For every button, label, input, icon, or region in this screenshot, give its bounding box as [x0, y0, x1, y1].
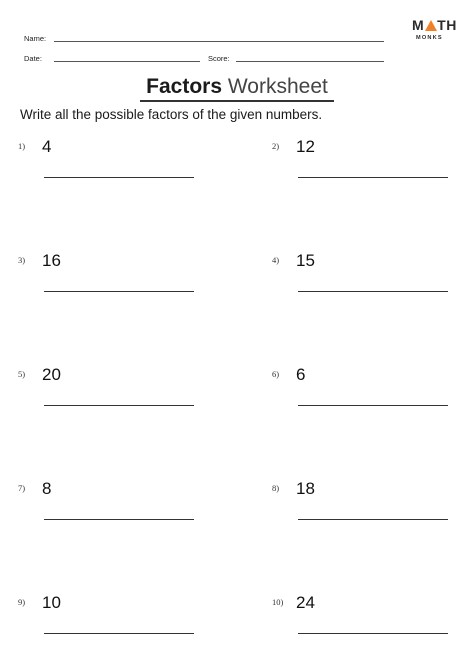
problem-number: 9) — [18, 597, 26, 607]
problem-2 — [272, 137, 452, 197]
page-title — [0, 75, 474, 99]
name-field[interactable] — [54, 41, 384, 42]
problem-value: 15 — [296, 251, 315, 270]
title-worksheet: Worksheet — [227, 75, 328, 98]
problem-number: 6) — [272, 369, 280, 379]
answer-line[interactable] — [298, 519, 448, 520]
logo-triangle-icon — [425, 20, 437, 31]
answer-line[interactable] — [44, 405, 194, 406]
problem-value: 12 — [296, 137, 315, 156]
problem-1 — [18, 137, 198, 197]
problem-10 — [272, 593, 452, 653]
score-label: Score: — [208, 54, 230, 63]
problem-number: 3) — [18, 255, 26, 265]
problem-number: 8) — [272, 483, 280, 493]
problem-value: 6 — [296, 365, 306, 384]
title-factors: Factors — [146, 75, 222, 98]
problem-value: 10 — [42, 593, 61, 612]
problem-value: 8 — [42, 479, 52, 498]
answer-line[interactable] — [44, 633, 194, 634]
problem-value: 20 — [42, 365, 61, 384]
problem-value: 24 — [296, 593, 315, 612]
problem-value: 16 — [42, 251, 61, 270]
problem-number: 5) — [18, 369, 26, 379]
name-label: Name: — [24, 34, 47, 43]
answer-line[interactable] — [298, 177, 448, 178]
instructions: Write all the possible factors of the given numbers. — [20, 107, 323, 122]
math-monks-logo — [412, 17, 462, 47]
answer-line[interactable] — [298, 405, 448, 406]
date-field[interactable] — [54, 61, 200, 62]
problem-number: 4) — [272, 255, 280, 265]
logo-subtitle: MONKS — [416, 35, 443, 41]
answer-line[interactable] — [44, 519, 194, 520]
problem-5 — [18, 365, 198, 425]
problem-6 — [272, 365, 452, 425]
problem-number: 1) — [18, 141, 26, 151]
logo-letter-m: M — [412, 17, 425, 33]
problem-value: 18 — [296, 479, 315, 498]
answer-line[interactable] — [44, 177, 194, 178]
problem-number: 7) — [18, 483, 26, 493]
problem-3 — [18, 251, 198, 311]
problem-number: 2) — [272, 141, 280, 151]
answer-line[interactable] — [298, 633, 448, 634]
problem-7 — [18, 479, 198, 539]
logo-letters-th: TH — [437, 17, 457, 33]
problem-9 — [18, 593, 198, 653]
problem-8 — [272, 479, 452, 539]
answer-line[interactable] — [44, 291, 194, 292]
problem-value: 4 — [42, 137, 52, 156]
answer-line[interactable] — [298, 291, 448, 292]
date-label: Date: — [24, 54, 42, 63]
problem-number: 10) — [272, 597, 284, 607]
title-underline — [140, 100, 334, 102]
score-field[interactable] — [236, 61, 384, 62]
problem-4 — [272, 251, 452, 311]
